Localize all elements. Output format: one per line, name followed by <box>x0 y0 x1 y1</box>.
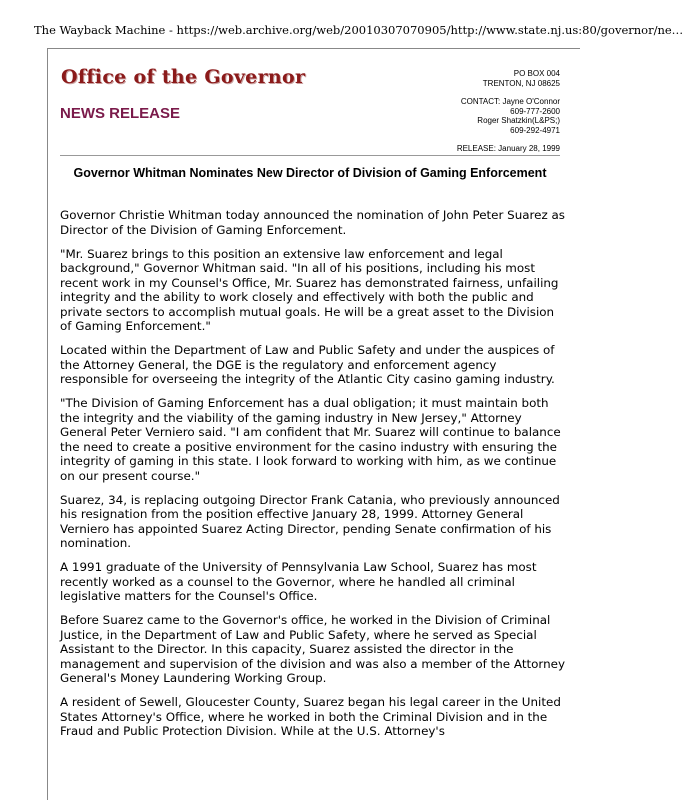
contact-block <box>457 69 560 154</box>
contact-line-1: CONTACT: Jayne O'Connor <box>460 97 560 106</box>
paragraph: "Mr. Suarez brings to this position an extensive law enforcement and legal background," Governor Whitman said. "In all of his positions, including his most recent work in my Counsel's Office, Mr. Suarez has demonstrated fairness, unfailing integrity and the ability to work closely and effectively with both the public and private sectors to accomplish mutual goals. He will be a great asset to the Division of Gaming Enforcement." <box>60 246 559 333</box>
contact-line-4: 609-292-4971 <box>510 125 560 135</box>
article-body <box>60 208 566 748</box>
divider <box>60 155 560 156</box>
frame-top-border <box>47 48 580 49</box>
contact-line-3: Roger Shatzkin(L&PS;) <box>477 116 560 125</box>
paragraph: Suarez, 34, is replacing outgoing Director Frank Catania, who previously announced his resignation from the position effective January 28, 1999. Attorney General Verniero has appointed Suarez Acting Director, pending Senate confirmation of his nomination. <box>60 492 560 550</box>
contact-line-2: 609-777-2600 <box>510 106 560 116</box>
paragraph: Governor Christie Whitman today announced the nomination of John Peter Suarez as Director of the Division of Gaming Enforcement. <box>60 208 565 237</box>
address-line-1: PO BOX 004 <box>513 69 560 78</box>
headline: Governor Whitman Nominates New Director of Division of Gaming Enforcement <box>73 166 547 180</box>
paragraph: "The Division of Gaming Enforcement has a dual obligation; it must maintain both the integrity and the viability of the gaming industry in New Jersey," Attorney General Peter Verniero said. "I am confident that Mr. Suarez will continue to balance the need to create a positive environment for the casino industry with ensuring the integrity of gaming in this state. I look forward to working with him, as we continue on our present course." <box>60 396 561 483</box>
paragraph: A 1991 graduate of the University of Pennsylvania Law School, Suarez has most recently worked as a counsel to the Governor, where he handled all criminal legislative matters for the Counsel's Office. <box>60 560 537 603</box>
release-date: RELEASE: January 28, 1999 <box>456 144 560 153</box>
office-of-governor-logo: Office of the Governor <box>61 66 306 88</box>
paragraph: Located within the Department of Law and Public Safety and under the auspices of the Attorney General, the DGE is the regulatory and enforcement agency responsible for overseeing the integrity of the Atlantic City casino gaming industry. <box>60 343 555 386</box>
paragraph: Before Suarez came to the Governor's office, he worked in the Division of Criminal Justice, in the Department of Law and Public Safety, where he served as Special Assistant to the Director. In this capacity, Suarez assisted the director in the management and supervision of the division and was also a member of the Attorney General's Money Laundering Working Group. <box>60 613 565 685</box>
address-line-2: TRENTON, NJ 08625 <box>482 78 560 88</box>
news-release-label: NEWS RELEASE <box>60 105 181 122</box>
frame-left-border <box>47 48 48 800</box>
paragraph: A resident of Sewell, Gloucester County, Suarez began his legal career in the United States Attorney's Office, where he worked in both the Criminal Division and in the Fraud and Public Protection Division. While at the U.S. Attorney's <box>60 695 561 738</box>
print-header: The Wayback Machine - https://web.archive.org/web/20010307070905/http://www.state.nj.us:80/governor/ne… <box>34 23 683 37</box>
